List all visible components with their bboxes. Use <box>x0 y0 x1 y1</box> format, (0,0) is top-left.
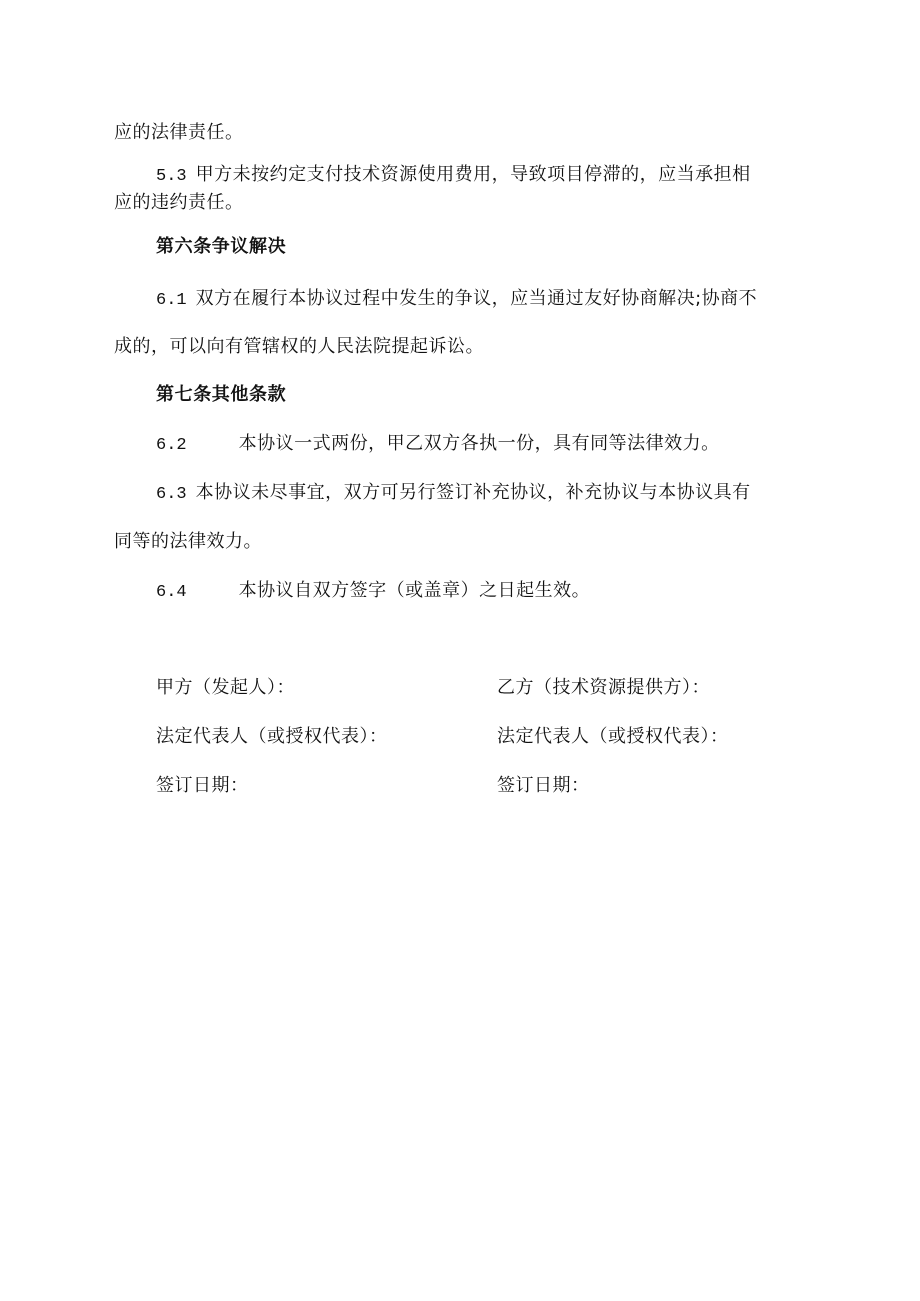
party-b-label-text: 乙方（技术资源提供方）： <box>497 677 710 698</box>
clause-6-3 <box>156 481 751 507</box>
clause-6-1 <box>156 287 757 313</box>
party-a-signing-date <box>156 774 249 798</box>
party-b-signing-date-text: 签订日期： <box>497 775 590 796</box>
party-a-label <box>156 676 295 700</box>
clause-5-3 <box>156 163 751 189</box>
party-a-signing-date-text: 签订日期： <box>156 775 249 796</box>
clause-text: 本协议自双方签字（或盖章）之日起生效。 <box>238 580 591 601</box>
party-a-label-text: 甲方（发起人）： <box>156 677 295 698</box>
clause-text: 本协议一式两份，甲乙双方各执一份，具有同等法律效力。 <box>238 433 720 454</box>
clause-6-4 <box>156 579 590 605</box>
article-6-heading <box>156 235 286 259</box>
party-a-representative <box>156 725 388 749</box>
clause-text: 甲方未按约定支付技术资源使用费用，导致项目停滞的，应当承担相 <box>195 164 751 185</box>
clause-text: 双方在履行本协议过程中发生的争议，应当通过友好协商解决;协商不 <box>195 288 758 309</box>
party-b-representative <box>497 725 729 749</box>
clause-number: 6.1 <box>156 291 187 310</box>
clause-text: 本协议未尽事宜，双方可另行签订补充协议，补充协议与本协议具有 <box>195 482 751 503</box>
body-text: 应的法律责任。 <box>114 122 244 143</box>
party-a-representative-text: 法定代表人（或授权代表）： <box>156 726 388 747</box>
heading-text: 第六条争议解决 <box>156 236 287 257</box>
party-b-representative-text: 法定代表人（或授权代表）： <box>497 726 729 747</box>
clause-6-3-continuation <box>114 530 262 554</box>
article-7-heading <box>156 383 286 407</box>
clause-6-1-continuation <box>114 335 484 359</box>
clause-5-2-continuation <box>114 121 244 145</box>
clause-number: 5.3 <box>156 167 187 186</box>
clause-5-3-continuation <box>114 191 244 215</box>
party-b-signing-date <box>497 774 590 798</box>
body-text: 同等的法律效力。 <box>114 531 262 552</box>
body-text: 应的违约责任。 <box>114 192 244 213</box>
clause-number: 6.3 <box>156 485 187 504</box>
clause-6-2 <box>156 432 720 458</box>
clause-number: 6.4 <box>156 583 187 602</box>
heading-text: 第七条其他条款 <box>156 384 287 405</box>
clause-number: 6.2 <box>156 436 187 455</box>
body-text: 成的，可以向有管辖权的人民法院提起诉讼。 <box>114 336 484 357</box>
party-b-label <box>497 676 710 700</box>
